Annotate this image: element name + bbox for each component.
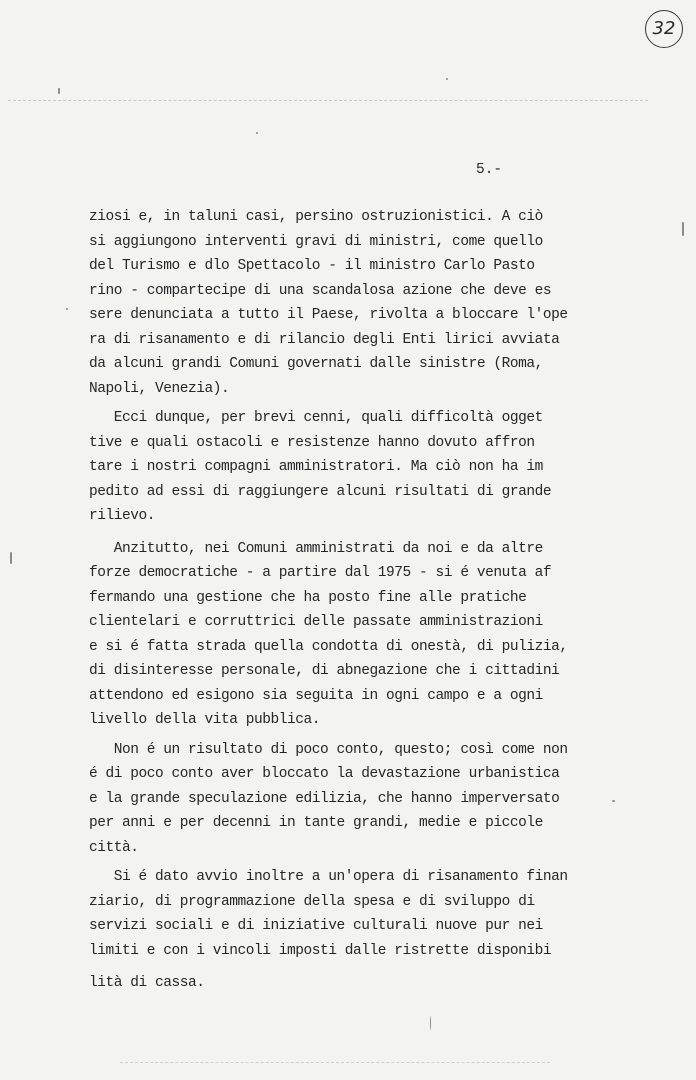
text-line: sere denunciata a tutto il Paese, rivolta a bloccare l'ope	[89, 307, 568, 323]
text-line: attendono ed esigono sia seguita in ogni campo e a ogni	[89, 687, 543, 704]
paper-speck	[446, 78, 448, 80]
text-line: e si é fatta strada quella condotta di onestà, di pulizia,	[89, 638, 568, 655]
text-line: ra di risanamento e di rilancio degli Enti lirici avviata	[89, 331, 560, 348]
text-line: si aggiungono interventi gravi di ministri, come quello	[89, 233, 543, 250]
bottom-fold-line	[120, 1062, 550, 1063]
text-line: Ecci dunque, per brevi cenni, quali difficoltà ogget	[89, 410, 543, 426]
top-fold-line	[8, 100, 648, 101]
text-line: limiti e con i vincoli imposti dalle ristrette disponibi	[89, 942, 552, 959]
text-line: rino - compartecipe di una scandalosa azione che deve es	[89, 282, 552, 299]
text-line: e la grande speculazione edilizia, che hanno imperversato	[89, 790, 560, 807]
text-line: Anzitutto, nei Comuni amministrati da noi e da altre	[89, 540, 543, 557]
page-number: 5.-	[476, 162, 503, 178]
paragraph	[89, 738, 649, 861]
paragraph	[89, 537, 649, 733]
paragraph	[89, 205, 649, 401]
paper-speck	[682, 222, 684, 236]
text-line: servizi sociali e di iniziative culturali nuove pur nei	[89, 918, 543, 934]
text-line: pedito ad essi di raggiungere alcuni risultati di grande	[89, 483, 552, 500]
text-line: rilievo.	[89, 508, 156, 524]
paper-speck	[58, 88, 60, 94]
text-line: del Turismo e dlo Spettacolo - il ministro Carlo Pasto	[89, 258, 535, 274]
body-text	[89, 205, 649, 996]
text-line: di disinteresse personale, di abnegazione che i cittadini	[89, 663, 560, 679]
text-line: clientelari e corruttrici delle passate amministrazioni	[89, 614, 543, 630]
paper-speck	[430, 1016, 431, 1030]
paragraph	[89, 406, 649, 529]
text-line: fermando una gestione che ha posto fine alle pratiche	[89, 589, 527, 606]
paper-speck	[612, 800, 615, 802]
text-line: é di poco conto aver bloccato la devastazione urbanistica	[89, 766, 560, 782]
text-line: forze democratiche - a partire dal 1975 - si é venuta af	[89, 565, 552, 581]
text-line: tive e quali ostacoli e resistenze hanno dovuto affron	[89, 434, 535, 451]
text-line: Si é dato avvio inoltre a un'opera di risanamento finan	[89, 869, 568, 885]
text-line: per anni e per decenni in tante grandi, medie e piccole	[89, 815, 543, 831]
text-line: livello della vita pubblica.	[89, 712, 321, 728]
text-line: ziosi e, in taluni casi, persino ostruzionistici. A ciò	[89, 209, 543, 225]
text-line: tare i nostri compagni amministratori. Ma ciò non ha im	[89, 459, 543, 475]
paper-speck	[10, 552, 12, 564]
paper-speck	[66, 308, 68, 310]
text-line: ziario, di programmazione della spesa e di sviluppo di	[89, 893, 535, 910]
text-line: Non é un risultato di poco conto, questo; così come non	[89, 741, 568, 758]
text-line: da alcuni grandi Comuni governati dalle sinistre (Roma,	[89, 356, 543, 372]
text-line: Napoli, Venezia).	[89, 380, 230, 397]
text-line: lità di cassa.	[89, 975, 205, 991]
archive-number-stamp: 32	[645, 10, 683, 48]
text-line: città.	[89, 839, 139, 856]
paper-speck	[256, 132, 258, 134]
paragraph	[89, 865, 649, 996]
